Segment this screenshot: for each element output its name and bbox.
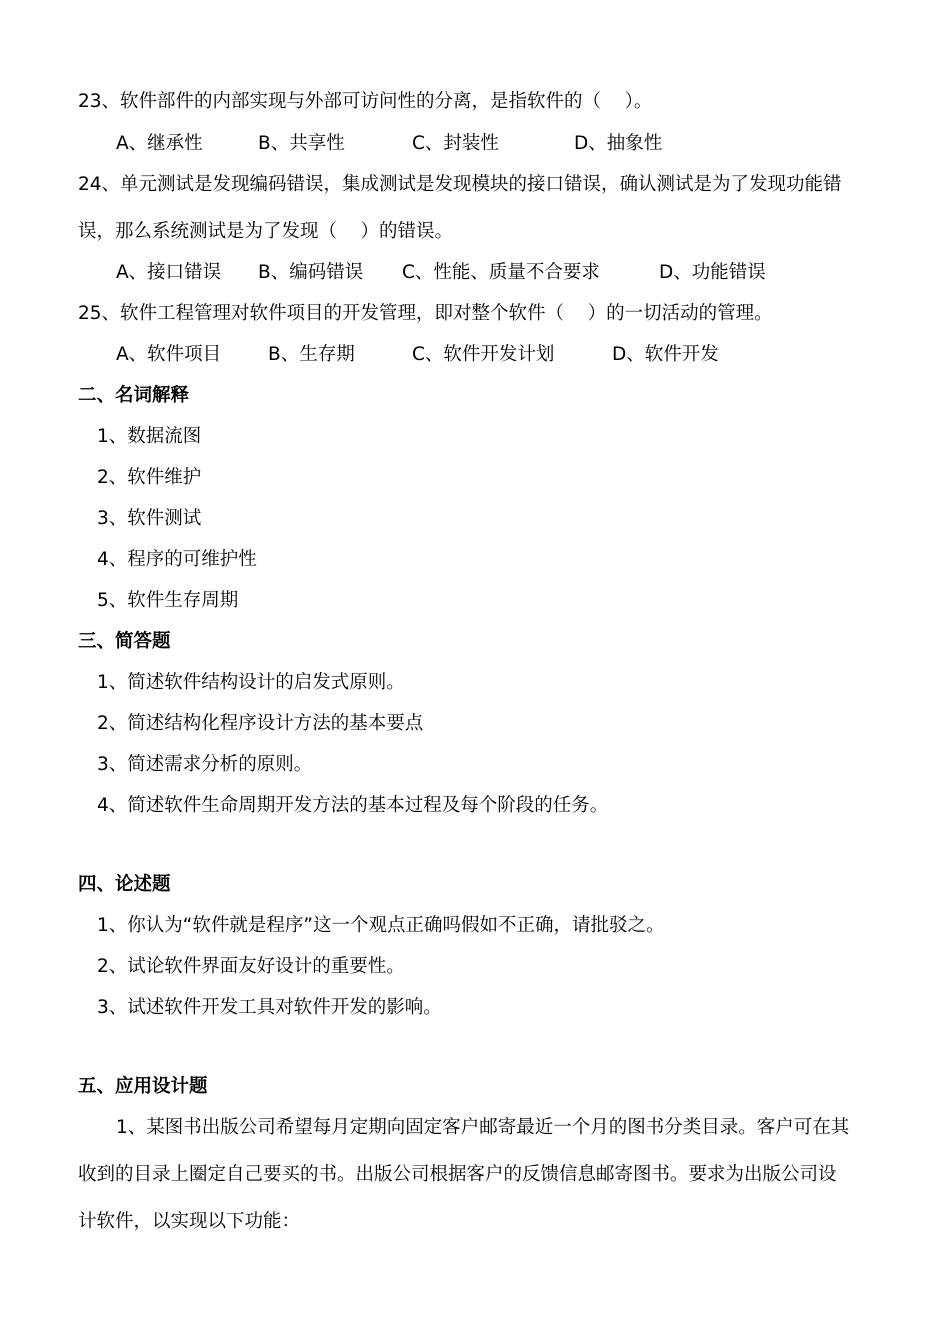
section3-item-4: 4、简述软件生命周期开发方法的基本过程及每个阶段的任务。	[97, 795, 609, 816]
q25-option-c: C、软件开发计划	[412, 344, 555, 365]
section2-item-5: 5、软件生存周期	[97, 590, 239, 611]
section2-item-1: 1、数据流图	[97, 426, 202, 447]
section5-paragraph-line3: 计软件，以实现以下功能：	[78, 1211, 301, 1232]
q23-option-d: D、抽象性	[574, 133, 663, 154]
q23-option-a: A、继承性	[116, 133, 203, 154]
q25-option-b: B、生存期	[268, 344, 355, 365]
section2-heading: 二、名词解释	[78, 385, 190, 406]
q25-option-d: D、软件开发	[612, 344, 719, 365]
section4-heading: 四、论述题	[78, 874, 171, 895]
q24-option-c: C、性能、质量不合要求	[402, 262, 600, 283]
section4-item-2: 2、试论软件界面友好设计的重要性。	[97, 956, 405, 977]
section2-item-4: 4、程序的可维护性	[97, 549, 257, 570]
section3-item-2: 2、简述结构化程序设计方法的基本要点	[97, 713, 424, 734]
q24-option-b: B、编码错误	[258, 262, 364, 283]
section5-paragraph-line1: 1、某图书出版公司希望每月定期向固定客户邮寄最近一个月的图书分类目录。客户可在其	[116, 1117, 850, 1138]
q23-option-b: B、共享性	[258, 133, 345, 154]
section3-item-3: 3、简述需求分析的原则。	[97, 754, 313, 775]
section2-item-3: 3、软件测试	[97, 508, 202, 529]
q25-text: 25、软件工程管理对软件项目的开发管理，即对整个软件（ ）的一切活动的管理。	[78, 303, 773, 324]
q23-text: 23、软件部件的内部实现与外部可访问性的分离，是指软件的（ ）。	[78, 91, 653, 112]
section5-paragraph-line2: 收到的目录上圈定自己要买的书。出版公司根据客户的反馈信息邮寄图书。要求为出版公司设	[78, 1164, 837, 1185]
q25-option-a: A、软件项目	[116, 344, 222, 365]
section3-item-1: 1、简述软件结构设计的启发式原则。	[97, 672, 405, 693]
q24-option-d: D、功能错误	[659, 262, 766, 283]
q23-option-c: C、封装性	[412, 133, 499, 154]
section3-heading: 三、简答题	[78, 631, 171, 652]
q24-option-a: A、接口错误	[116, 262, 222, 283]
section5-heading: 五、应用设计题	[78, 1076, 208, 1097]
q24-text-line2: 误，那么系统测试是为了发现（ ）的错误。	[78, 221, 454, 242]
section4-item-1: 1、你认为“软件就是程序”这一个观点正确吗假如不正确，请批驳之。	[97, 915, 665, 936]
q24-text-line1: 24、单元测试是发现编码错误，集成测试是发现模块的接口错误，确认测试是为了发现功能错	[78, 174, 842, 195]
section2-item-2: 2、软件维护	[97, 467, 202, 488]
section4-item-3: 3、试述软件开发工具对软件开发的影响。	[97, 997, 442, 1018]
